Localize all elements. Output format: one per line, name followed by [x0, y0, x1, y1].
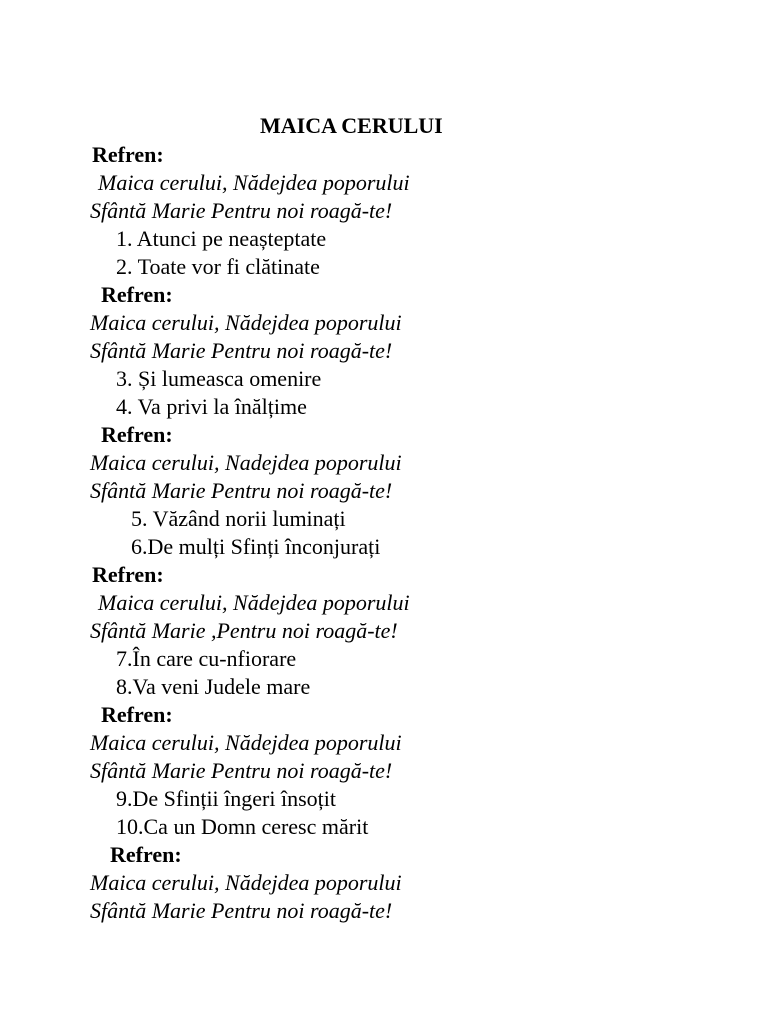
verse-line: 10.Ca un Domn ceresc mărit [116, 814, 369, 839]
refrain-label: Refren: [92, 142, 164, 167]
refrain-line: Maica cerului, Nădejdea poporului [90, 730, 402, 755]
refrain-line: Maica cerului, Nadejdea poporului [90, 450, 402, 475]
refrain-line: Sfântă Marie Pentru noi roagă-te! [90, 758, 393, 783]
refrain-line: Maica cerului, Nădejdea poporului [90, 870, 402, 895]
refrain-line: Maica cerului, Nădejdea poporului [98, 170, 410, 195]
refrain-line: Maica cerului, Nădejdea poporului [98, 590, 410, 615]
refrain-line: Maica cerului, Nădejdea poporului [90, 310, 402, 335]
refrain-line: Sfântă Marie Pentru noi roagă-te! [90, 898, 393, 923]
refrain-line: Sfântă Marie Pentru noi roagă-te! [90, 198, 393, 223]
verse-line: 1. Atunci pe neașteptate [116, 226, 327, 251]
verse-line: 2. Toate vor fi clătinate [116, 254, 320, 279]
verse-line: 3. Și lumeasca omenire [116, 366, 322, 391]
page-title: MAICA CERULUI [260, 113, 443, 138]
refrain-label: Refren: [92, 562, 164, 587]
refrain-label: Refren: [101, 422, 173, 447]
refrain-label: Refren: [101, 702, 173, 727]
refrain-label: Refren: [101, 282, 173, 307]
refrain-line: Sfântă Marie ,Pentru noi roagă-te! [90, 618, 398, 643]
verse-line: 7.În care cu-nfiorare [116, 646, 297, 671]
refrain-line: Sfântă Marie Pentru noi roagă-te! [90, 338, 393, 363]
verse-line: 9.De Sfinții îngeri însoțit [116, 786, 336, 811]
verse-line: 8.Va veni Judele mare [116, 674, 311, 699]
refrain-line: Sfântă Marie Pentru noi roagă-te! [90, 478, 393, 503]
verse-line: 6.De mulți Sfinți înconjurați [131, 534, 381, 559]
verse-line: 4. Va privi la înălțime [116, 394, 307, 419]
verse-line: 5. Văzând norii luminați [131, 506, 346, 531]
refrain-label: Refren: [110, 842, 182, 867]
